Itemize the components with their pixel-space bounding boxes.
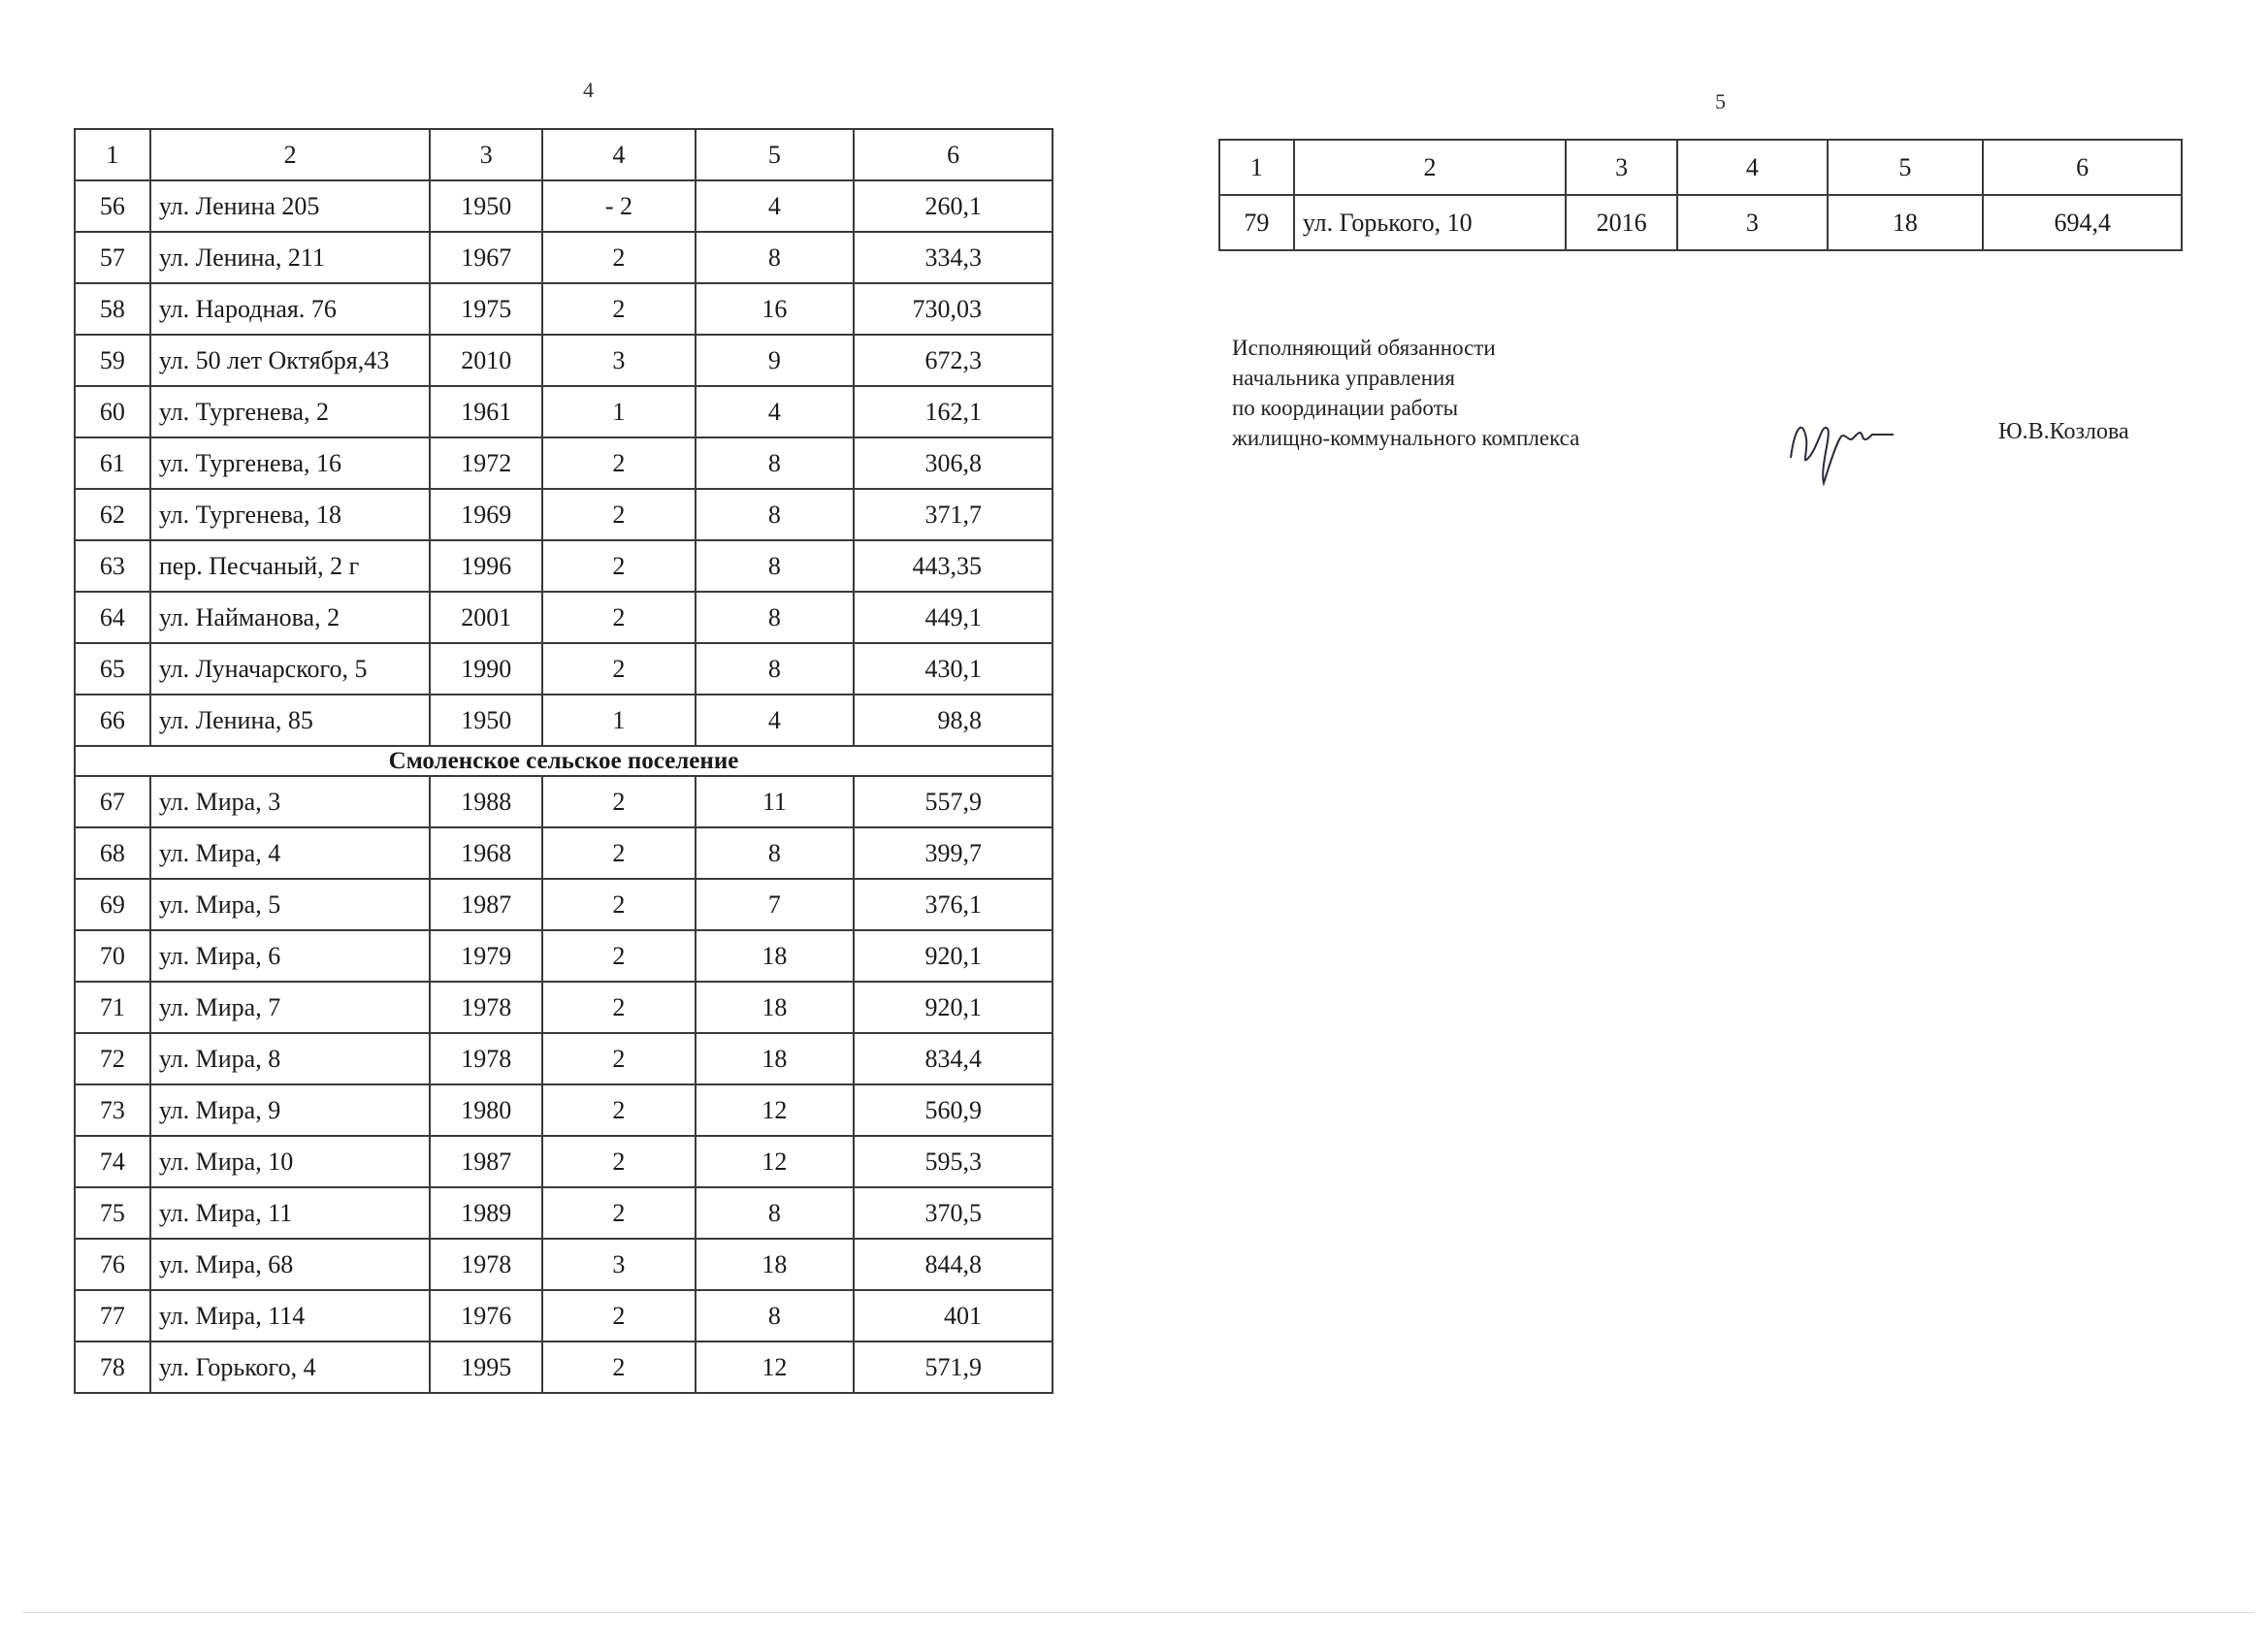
- signature-title-line: жилищно-коммунального комплекса: [1232, 426, 1580, 450]
- table-cell-col-1: 72: [75, 1033, 150, 1084]
- table-cell-col-4: 2: [542, 982, 696, 1033]
- table-cell-col-4: 2: [542, 489, 696, 540]
- table-row: [75, 643, 1053, 695]
- table-cell-col-5: 4: [696, 695, 855, 746]
- table-cell-col-2: пер. Песчаный, 2 г: [150, 540, 431, 592]
- table-cell-col-4: 2: [542, 1290, 696, 1342]
- table-cell-col-6: 371,7: [854, 489, 1053, 540]
- table-cell-col-1: 63: [75, 540, 150, 592]
- table-cell-col-3: 1988: [430, 776, 542, 827]
- table-cell-col-4: 4: [1677, 140, 1828, 195]
- table-cell-col-2: ул. Народная. 76: [150, 283, 431, 335]
- table-row: [75, 592, 1053, 643]
- table-cell-col-5: 8: [696, 643, 855, 695]
- table-cell-col-6: 6: [1983, 140, 2182, 195]
- table-cell-col-1: 1: [1219, 140, 1294, 195]
- table-cell-col-3: 3: [1566, 140, 1677, 195]
- section-title: Смоленское сельское поселение: [75, 746, 1053, 776]
- table-cell-col-6: 399,7: [854, 827, 1053, 879]
- table-cell-col-2: ул. Горького, 4: [150, 1342, 431, 1393]
- table-cell-col-5: 8: [696, 540, 855, 592]
- table-cell-col-3: 1979: [430, 930, 542, 982]
- table-cell-col-1: 1: [75, 129, 150, 180]
- table-cell-col-3: 1996: [430, 540, 542, 592]
- table-row: [75, 437, 1053, 489]
- table-cell-col-6: 571,9: [854, 1342, 1053, 1393]
- table-cell-col-4: - 2: [542, 180, 696, 232]
- table-cell-col-6: 595,3: [854, 1136, 1053, 1187]
- table-cell-col-5: 18: [696, 1033, 855, 1084]
- table-cell-col-2: ул. Мира, 5: [150, 879, 431, 930]
- table-cell-col-1: 73: [75, 1084, 150, 1136]
- table-cell-col-2: ул. Ленина 205: [150, 180, 431, 232]
- table-cell-col-4: 2: [542, 1084, 696, 1136]
- table-row: [75, 982, 1053, 1033]
- table-cell-col-2: ул. Горького, 10: [1294, 195, 1566, 250]
- table-cell-col-3: 1972: [430, 437, 542, 489]
- table-cell-col-6: 834,4: [854, 1033, 1053, 1084]
- table-row: [75, 180, 1053, 232]
- table-row: [75, 1239, 1053, 1290]
- table-cell-col-3: 1978: [430, 1239, 542, 1290]
- table-cell-col-3: 2001: [430, 592, 542, 643]
- table-cell-col-1: 56: [75, 180, 150, 232]
- signature-title-line: по координации работы: [1232, 396, 1459, 420]
- table-cell-col-4: 1: [542, 695, 696, 746]
- table-cell-col-2: 2: [150, 129, 431, 180]
- table-cell-col-6: 370,5: [854, 1187, 1053, 1239]
- table-cell-col-5: 8: [696, 1187, 855, 1239]
- table-row: [75, 232, 1053, 283]
- table-row: [75, 1033, 1053, 1084]
- table-cell-col-1: 71: [75, 982, 150, 1033]
- table-cell-col-2: ул. Тургенева, 16: [150, 437, 431, 489]
- table-cell-col-1: 67: [75, 776, 150, 827]
- table-row: [75, 930, 1053, 982]
- table-cell-col-1: 70: [75, 930, 150, 982]
- table-cell-col-6: 401: [854, 1290, 1053, 1342]
- table-cell-col-3: 3: [430, 129, 542, 180]
- table-cell-col-4: 2: [542, 827, 696, 879]
- table-cell-col-1: 79: [1219, 195, 1294, 250]
- table-cell-col-2: ул. Мира, 68: [150, 1239, 431, 1290]
- table-cell-col-3: 2016: [1566, 195, 1677, 250]
- table-cell-col-5: 16: [696, 283, 855, 335]
- table-cell-col-6: 557,9: [854, 776, 1053, 827]
- buildings-table-page-5: [1218, 139, 2183, 251]
- table-cell-col-3: 1969: [430, 489, 542, 540]
- table-row: [75, 827, 1053, 879]
- table-row: [75, 695, 1053, 746]
- table-cell-col-1: 64: [75, 592, 150, 643]
- table-cell-col-1: 75: [75, 1187, 150, 1239]
- table-row: [75, 1342, 1053, 1393]
- table-cell-col-5: 5: [1828, 140, 1984, 195]
- table-cell-col-2: ул. Мира, 3: [150, 776, 431, 827]
- table-cell-col-5: 8: [696, 827, 855, 879]
- table-cell-col-6: 376,1: [854, 879, 1053, 930]
- table-cell-col-3: 1995: [430, 1342, 542, 1393]
- table-cell-col-6: 98,8: [854, 695, 1053, 746]
- table-cell-col-6: 6: [854, 129, 1053, 180]
- table-cell-col-6: 306,8: [854, 437, 1053, 489]
- table-cell-col-4: 4: [542, 129, 696, 180]
- table-row: [75, 1084, 1053, 1136]
- table-cell-col-3: 2010: [430, 335, 542, 386]
- page-number-right: 5: [1715, 89, 1726, 113]
- table-cell-col-1: 59: [75, 335, 150, 386]
- table-row: [75, 879, 1053, 930]
- table-cell-col-3: 1961: [430, 386, 542, 437]
- table-cell-col-1: 65: [75, 643, 150, 695]
- table-cell-col-1: 78: [75, 1342, 150, 1393]
- table-cell-col-1: 69: [75, 879, 150, 930]
- buildings-table-page-4: [74, 128, 1053, 1394]
- table-cell-col-4: 3: [542, 1239, 696, 1290]
- table-row: [75, 1290, 1053, 1342]
- table-cell-col-2: ул. Луначарского, 5: [150, 643, 431, 695]
- table-cell-col-3: 1975: [430, 283, 542, 335]
- table-cell-col-2: ул. Мира, 4: [150, 827, 431, 879]
- table-cell-col-3: 1950: [430, 180, 542, 232]
- table-row: [75, 283, 1053, 335]
- table-cell-col-3: 1950: [430, 695, 542, 746]
- table-cell-col-6: 844,8: [854, 1239, 1053, 1290]
- table-cell-col-2: ул. Найманова, 2: [150, 592, 431, 643]
- table-cell-col-3: 1989: [430, 1187, 542, 1239]
- table-cell-col-2: ул. Мира, 114: [150, 1290, 431, 1342]
- table-cell-col-2: ул. Ленина, 211: [150, 232, 431, 283]
- table-cell-col-5: 8: [696, 1290, 855, 1342]
- table-cell-col-5: 4: [696, 386, 855, 437]
- table-cell-col-4: 2: [542, 930, 696, 982]
- table-cell-col-6: 560,9: [854, 1084, 1053, 1136]
- table-cell-col-5: 12: [696, 1084, 855, 1136]
- table-cell-col-4: 2: [542, 592, 696, 643]
- table-cell-col-1: 76: [75, 1239, 150, 1290]
- table-cell-col-6: 920,1: [854, 982, 1053, 1033]
- table-cell-col-5: 18: [696, 930, 855, 982]
- table-row: [75, 489, 1053, 540]
- table-row: [75, 540, 1053, 592]
- table-cell-col-5: 9: [696, 335, 855, 386]
- table-row: [75, 335, 1053, 386]
- table-cell-col-4: 2: [542, 776, 696, 827]
- table-row: [75, 1136, 1053, 1187]
- table-cell-col-1: 68: [75, 827, 150, 879]
- signature-title-line: начальника управления: [1232, 366, 1455, 390]
- table-cell-col-1: 60: [75, 386, 150, 437]
- table-cell-col-2: ул. Мира, 10: [150, 1136, 431, 1187]
- table-cell-col-3: 1987: [430, 1136, 542, 1187]
- signature-title-block: [1232, 333, 1579, 453]
- table-cell-col-4: 1: [542, 386, 696, 437]
- table-cell-col-6: 334,3: [854, 232, 1053, 283]
- table-cell-col-1: 57: [75, 232, 150, 283]
- table-cell-col-3: 1976: [430, 1290, 542, 1342]
- table-cell-col-3: 1990: [430, 643, 542, 695]
- table-cell-col-2: 2: [1294, 140, 1566, 195]
- table-cell-col-5: 18: [696, 982, 855, 1033]
- signatory-name: Ю.В.Козлова: [1998, 419, 2129, 444]
- table-cell-col-2: ул. Мира, 8: [150, 1033, 431, 1084]
- page-edge-line: [23, 1612, 2254, 1613]
- table-cell-col-4: 2: [542, 1033, 696, 1084]
- table-cell-col-2: ул. Мира, 9: [150, 1084, 431, 1136]
- table-row: [75, 386, 1053, 437]
- table-cell-col-2: ул. Ленина, 85: [150, 695, 431, 746]
- table-header-row: [1219, 140, 2182, 195]
- table-cell-col-6: 694,4: [1983, 195, 2182, 250]
- table-row: [75, 1187, 1053, 1239]
- table-cell-col-1: 77: [75, 1290, 150, 1342]
- table-cell-col-1: 58: [75, 283, 150, 335]
- table-cell-col-2: ул. 50 лет Октября,43: [150, 335, 431, 386]
- page-number-left: 4: [583, 78, 594, 102]
- table-cell-col-3: 1967: [430, 232, 542, 283]
- table-cell-col-4: 2: [542, 283, 696, 335]
- table-cell-col-5: 8: [696, 592, 855, 643]
- table-cell-col-5: 5: [696, 129, 855, 180]
- table-cell-col-2: ул. Тургенева, 18: [150, 489, 431, 540]
- table-cell-col-4: 3: [1677, 195, 1828, 250]
- table-cell-col-4: 2: [542, 879, 696, 930]
- table-row: [75, 776, 1053, 827]
- table-cell-col-2: ул. Мира, 7: [150, 982, 431, 1033]
- table-cell-col-5: 18: [696, 1239, 855, 1290]
- table-cell-col-2: ул. Тургенева, 2: [150, 386, 431, 437]
- table-row: [1219, 195, 2182, 250]
- table-cell-col-3: 1978: [430, 982, 542, 1033]
- table-cell-col-5: 7: [696, 879, 855, 930]
- table-cell-col-1: 61: [75, 437, 150, 489]
- table-cell-col-3: 1978: [430, 1033, 542, 1084]
- table-cell-col-5: 18: [1828, 195, 1984, 250]
- table-cell-col-4: 2: [542, 232, 696, 283]
- table-cell-col-4: 2: [542, 1136, 696, 1187]
- signature-title-line: Исполняющий обязанности: [1232, 336, 1496, 360]
- table-cell-col-4: 2: [542, 643, 696, 695]
- table-cell-col-5: 8: [696, 437, 855, 489]
- table-cell-col-3: 1987: [430, 879, 542, 930]
- table-cell-col-5: 4: [696, 180, 855, 232]
- table-cell-col-1: 74: [75, 1136, 150, 1187]
- table-cell-col-2: ул. Мира, 11: [150, 1187, 431, 1239]
- table-cell-col-6: 162,1: [854, 386, 1053, 437]
- table-cell-col-5: 8: [696, 232, 855, 283]
- table-cell-col-5: 11: [696, 776, 855, 827]
- table-cell-col-2: ул. Мира, 6: [150, 930, 431, 982]
- table-cell-col-1: 66: [75, 695, 150, 746]
- table-cell-col-4: 2: [542, 1342, 696, 1393]
- table-cell-col-6: 430,1: [854, 643, 1053, 695]
- table-cell-col-6: 920,1: [854, 930, 1053, 982]
- table-cell-col-6: 260,1: [854, 180, 1053, 232]
- table-cell-col-6: 443,35: [854, 540, 1053, 592]
- table-cell-col-5: 12: [696, 1342, 855, 1393]
- table-cell-col-6: 449,1: [854, 592, 1053, 643]
- table-header-row: [75, 129, 1053, 180]
- table-cell-col-4: 2: [542, 437, 696, 489]
- table-cell-col-4: 2: [542, 1187, 696, 1239]
- table-cell-col-3: 1980: [430, 1084, 542, 1136]
- table-cell-col-4: 3: [542, 335, 696, 386]
- table-cell-col-6: 672,3: [854, 335, 1053, 386]
- section-row: [75, 746, 1053, 776]
- handwritten-signature: [1781, 400, 1897, 487]
- table-cell-col-6: 730,03: [854, 283, 1053, 335]
- table-cell-col-5: 12: [696, 1136, 855, 1187]
- table-cell-col-1: 62: [75, 489, 150, 540]
- table-cell-col-4: 2: [542, 540, 696, 592]
- table-cell-col-5: 8: [696, 489, 855, 540]
- table-cell-col-3: 1968: [430, 827, 542, 879]
